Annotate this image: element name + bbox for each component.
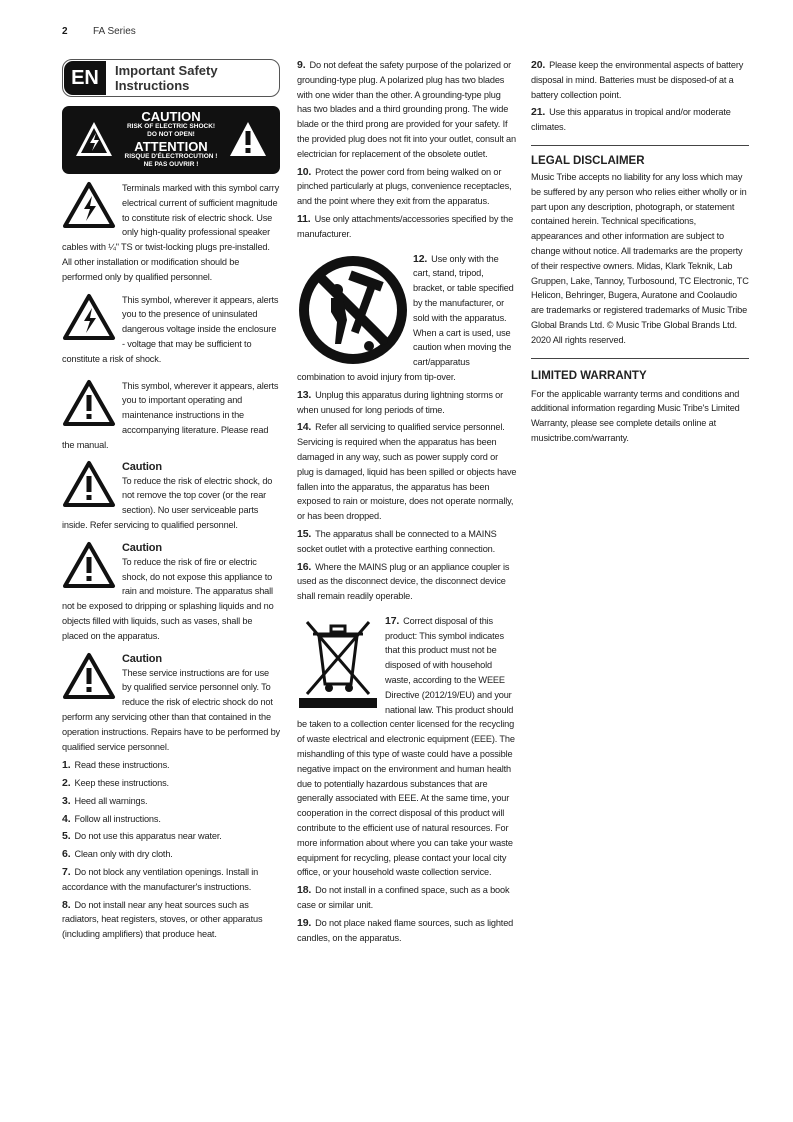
item-number: 19. — [297, 916, 312, 929]
item-number: 8. — [62, 898, 71, 911]
exclamation-symbol-icon — [62, 652, 118, 702]
list-item — [297, 883, 517, 913]
attention-sub1: RISQUE D'ÉLECTROCUTION ! — [124, 153, 218, 160]
item-text: Heed all warnings. — [74, 795, 148, 806]
caution-block-2 — [62, 541, 280, 644]
item-text: Protect the power cord from being walked on or pinched particularly at plugs, convenience receptacles, and the point where they exit from the apparatus. — [297, 166, 512, 207]
list-item — [62, 758, 280, 773]
list-item — [62, 812, 280, 827]
legal-disclaimer-text: Music Tribe accepts no liability for any loss which may be suffered by any person who relies either wholly or in part upon any description, photograph, or statement contained herein. Technical specifications, appearances and other information are subject to change without notice. All trademarks are the property of their respective owners. Midas, Klark Teknik, Lab Gruppen, Lake, Tannoy, Turbosound, TC Electronic, TC Helicon, Behringer, Bugera, Auratone and Coolaudio are trademarks or registered trademarks of Music Tribe Global Brands Ltd. © Music Tribe Global Brands Ltd. 2020 All rights reserved. — [531, 171, 749, 345]
column-right — [531, 58, 749, 446]
list-item — [62, 898, 280, 942]
caution-block-3 — [62, 652, 280, 755]
item-number: 4. — [62, 812, 71, 825]
item-text: Please keep the environmental aspects of battery disposal in mind. Batteries must be disposed-of at a battery collection point. — [531, 60, 744, 100]
item-text: Unplug this apparatus during lightning storms or when unused for long periods of time. — [297, 389, 504, 415]
item-number: 3. — [62, 794, 71, 807]
item-text: Use only attachments/accessories specified by the manufacturer. — [297, 213, 514, 239]
caution-sub2: DO NOT OPEN! — [147, 130, 195, 138]
list-item — [297, 420, 517, 524]
item-number: 5. — [62, 830, 71, 843]
caution1-text: To reduce the risk of electric shock, do not remove the top cover (or the rear section). No user serviceable parts inside. Refer servicing to qualified personnel. — [62, 475, 273, 530]
uninsulated-text: This symbol, wherever it appears, alerts you to the presence of uninsulated dangerous voltage inside the enclosure - voltage that may be sufficient to constitute a risk of shock. — [62, 294, 279, 364]
cart-tipover-icon — [297, 252, 407, 370]
item-text: Refer all servicing to qualified service personnel. Servicing is required when the apparatus has been damaged in any way, such as power supply cord or plug is damaged, liquid has been spilled or objects have fallen into the apparatus, the apparatus has been exposed to rain or moisture, does not operate normally, or has been dropped. — [297, 422, 517, 522]
important-block — [62, 379, 280, 453]
item-number: 1. — [62, 759, 71, 772]
column-middle — [297, 58, 517, 945]
caution-heading: Caution — [122, 541, 162, 554]
limited-warranty-text: For the applicable warranty terms and conditions and additional information regarding Music Tribe's Limited Warranty, please see complete details online at musictribe.com/warranty. — [531, 388, 740, 443]
important-text: This symbol, wherever it appears, alerts you to important operating and maintenance instructions in the accompanying literature. Please read the manual. — [62, 380, 279, 450]
item-number: 20. — [531, 59, 546, 71]
item-number: 12. — [413, 252, 428, 265]
safety-title-line2: Instructions — [115, 78, 190, 93]
list-item — [531, 58, 749, 102]
list-item — [297, 916, 517, 946]
item-text: Do not place naked flame sources, such as lighted candles, on the apparatus. — [297, 917, 514, 943]
list-item — [62, 865, 280, 895]
page-number: 2 — [62, 26, 68, 37]
caution-warning-box — [62, 106, 280, 174]
language-tag: EN — [64, 61, 106, 95]
item-text: Do not block any ventilation openings. Install in accordance with the manufacturer's instructions. — [62, 867, 259, 892]
attention-label: ATTENTION — [134, 139, 208, 154]
caution2-text: To reduce the risk of fire or electric shock, do not expose this appliance to rain and moisture. The apparatus shall not be exposed to dripping or splashing liquids and no objects filled with liquids, such as vases, shall be placed on the apparatus. — [62, 556, 274, 641]
list-item — [297, 614, 517, 880]
item-text: Correct disposal of this product: This symbol indicates that this product must not be disposed of with household waste, according to the WEEE Directive (2012/19/EU) and your national law. This product should be taken to a collection center licensed for the recycling of waste electrical and electronic equipment (EEE). The mishandling of this type of waste could have a possible negative impact on the environment and human health due to potentially hazardous substances that are generally associated with EEE. At the same time, your cooperation in the correct disposal of this product will contribute to the efficient use of natural resources. For more information about where you can take your waste equipment for recycling, please contact your local city office, or your household waste collection service. — [297, 615, 515, 878]
list-item — [297, 165, 517, 209]
caution-heading: Caution — [122, 460, 162, 473]
list-item — [297, 560, 517, 604]
list-item — [531, 105, 749, 135]
exclamation-symbol-icon — [62, 379, 118, 429]
limited-warranty-heading: LIMITED WARRANTY — [531, 369, 647, 382]
divider — [531, 145, 749, 146]
item-number: 6. — [62, 848, 71, 861]
item-number: 13. — [297, 388, 312, 401]
weee-bin-icon — [297, 614, 379, 710]
list-item — [62, 776, 280, 791]
exclamation-symbol-icon — [62, 460, 118, 510]
safety-title — [115, 63, 218, 93]
item-number: 15. — [297, 527, 312, 540]
item-number: 17. — [385, 614, 400, 627]
item-number: 14. — [297, 421, 312, 434]
list-item — [297, 252, 517, 385]
item-number: 10. — [297, 165, 312, 178]
caution-sub1: RISK OF ELECTRIC SHOCK! — [126, 123, 216, 130]
item-text: Do not use this apparatus near water. — [74, 831, 222, 842]
list-item — [297, 388, 517, 418]
item-text: Keep these instructions. — [74, 778, 169, 789]
item-number: 7. — [62, 866, 71, 879]
item-number: 21. — [531, 106, 546, 119]
caution-block-1 — [62, 460, 280, 533]
shock-symbol-icon — [62, 181, 118, 231]
item-text: Clean only with dry cloth. — [74, 849, 173, 860]
uninsulated-block — [62, 293, 280, 367]
list-item — [62, 829, 280, 844]
item-text: Where the MAINS plug or an appliance coupler is used as the disconnect device, the disconnect device shall remain readily operable. — [297, 561, 510, 602]
safety-title-line1: Important Safety — [115, 63, 218, 78]
exclamation-warning-icon — [228, 120, 268, 158]
item-number: 16. — [297, 560, 312, 573]
item-number: 2. — [62, 777, 71, 790]
list-item — [62, 847, 280, 862]
series-name: FA Series — [93, 26, 136, 37]
lightning-symbol-icon — [62, 293, 118, 343]
divider — [531, 358, 749, 359]
list-item — [297, 527, 517, 557]
legal-disclaimer-heading: LEGAL DISCLAIMER — [531, 154, 645, 167]
item-number: 9. — [297, 59, 306, 71]
shock-warning-icon — [74, 120, 114, 158]
item-text: Do not install near any heat sources such as radiators, heat registers, stoves, or other apparatus (including amplifiers) that produce heat. — [62, 899, 263, 940]
safety-title-badge — [62, 59, 280, 97]
item-number: 11. — [297, 212, 311, 225]
caution-heading: Caution — [122, 652, 162, 665]
item-text: The apparatus shall be connected to a MAINS socket outlet with a protective earthing connection. — [297, 528, 497, 554]
item-text: Do not defeat the safety purpose of the polarized or grounding-type plug. A polarized plug has two blades with one wider than the other. A grounding-type plug has two blades and a third grounding prong. The wide blade or the third prong are provided for your safety. If the provided plug does not fit into your outlet, consult an electrician for replacement of the obsolete outlet. — [297, 60, 516, 159]
item-text: Do not install in a confined space, such as a book case or similar unit. — [297, 885, 510, 911]
item-text: Use this apparatus in tropical and/or moderate climates. — [531, 107, 731, 133]
instruction-list — [62, 758, 280, 942]
caution-label: CAUTION — [141, 109, 201, 124]
list-item — [297, 212, 517, 242]
item-number: 18. — [297, 884, 312, 897]
list-item — [62, 794, 280, 809]
item-text: Read these instructions. — [74, 760, 170, 771]
exclamation-symbol-icon — [62, 541, 118, 591]
item-text: Follow all instructions. — [74, 813, 161, 824]
column-left — [62, 58, 280, 942]
list-item — [297, 58, 517, 162]
attention-sub2: NE PAS OUVRIR ! — [143, 160, 199, 168]
terminals-block — [62, 181, 280, 285]
terminals-text: Terminals marked with this symbol carry electrical current of sufficient magnitude to constitute risk of electric shock. Use only high-quality professional speaker cables with ¼" TS or twist-locking plugs pre-installed. All other installation or modification should be performed only by qualified personnel. — [62, 183, 280, 282]
caution3-text: These service instructions are for use by qualified service personnel only. To reduce the risk of electric shock do not perform any servicing other than that contained in the operation instructions. Repairs have to be performed by qualified service personnel. — [62, 667, 280, 752]
item-text: Use only with the cart, stand, tripod, bracket, or table specified by the manufacturer, or sold with the apparatus. When a cart is used, use caution when moving the cart/apparatus combination to avoid injury from tip-over. — [297, 253, 514, 382]
